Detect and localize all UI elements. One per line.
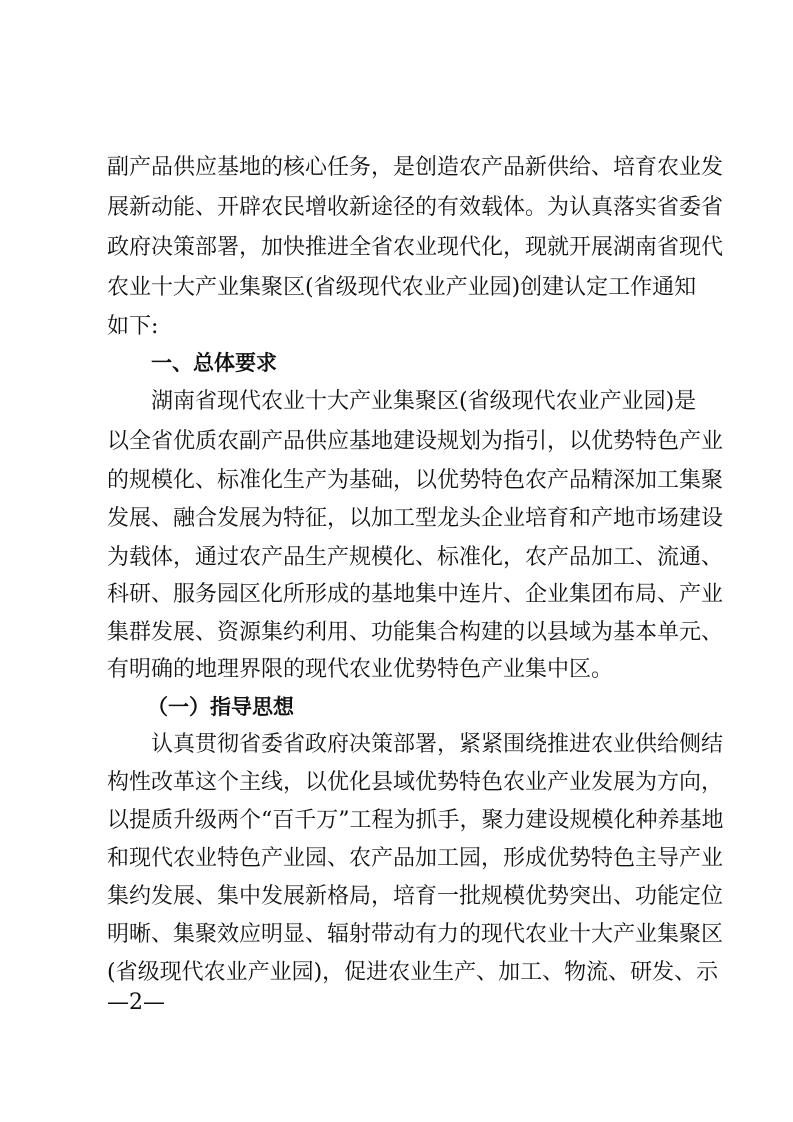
- text-line: 集群发展、资源集约利用、功能集合构建的以县域为基本单元、: [107, 620, 724, 645]
- text-line: 发展、融合发展为特征，以加工型龙头企业培育和产地市场建设: [107, 506, 724, 531]
- text-line: 如下:: [107, 314, 159, 339]
- text-line: 和现代农业特色产业园、农产品加工园，形成优势特色主导产业: [107, 846, 724, 871]
- text-line: 的规模化、标准化生产为基础，以优势特色农产品精深加工集聚: [107, 468, 724, 493]
- text-line: 构性改革这个主线，以优化县域优势特色农业产业发展为方向，: [107, 770, 724, 795]
- text-line: 明晰、集聚效应明显、辐射带动有力的现代农业十大产业集聚区: [107, 922, 724, 947]
- subsection-heading: （一）指导思想: [147, 695, 294, 719]
- text-line: 有明确的地理界限的现代农业优势特色产业集中区。: [107, 657, 614, 682]
- text-line: 展新动能、开辟农民增收新途径的有效载体。为认真落实省委省: [107, 195, 724, 220]
- text-line: 以提质升级两个“百千万”工程为抓手，聚力建设规模化种养基地: [107, 808, 724, 833]
- text-line: 认真贯彻省委省政府决策部署，紧紧围绕推进农业供给侧结: [151, 732, 724, 757]
- text-line: 以全省优质农副产品供应基地建设规划为指引，以优势特色产业: [107, 429, 724, 454]
- text-line: 集约发展、集中发展新格局，培育一批规模优势突出、功能定位: [107, 884, 724, 909]
- text-line: 科研、服务园区化所形成的基地集中连片、企业集团布局、产业: [107, 582, 724, 607]
- page-number: —2—: [107, 990, 165, 1015]
- text-line: 副产品供应基地的核心任务，是创造农产品新供给、培育农业发: [107, 155, 724, 180]
- section-heading: 一、总体要求: [151, 351, 277, 375]
- text-line: 湖南省现代农业十大产业集聚区(省级现代农业产业园)是: [151, 389, 697, 414]
- text-line: (省级现代农业产业园)，促进农业生产、加工、物流、研发、示: [107, 960, 719, 985]
- text-line: 农业十大产业集聚区(省级现代农业产业园)创建认定工作通知: [107, 275, 697, 300]
- text-line: 为载体，通过农产品生产规模化、标准化，农产品加工、流通、: [107, 545, 724, 570]
- text-line: 政府决策部署，加快推进全省农业现代化，现就开展湖南省现代: [107, 235, 724, 260]
